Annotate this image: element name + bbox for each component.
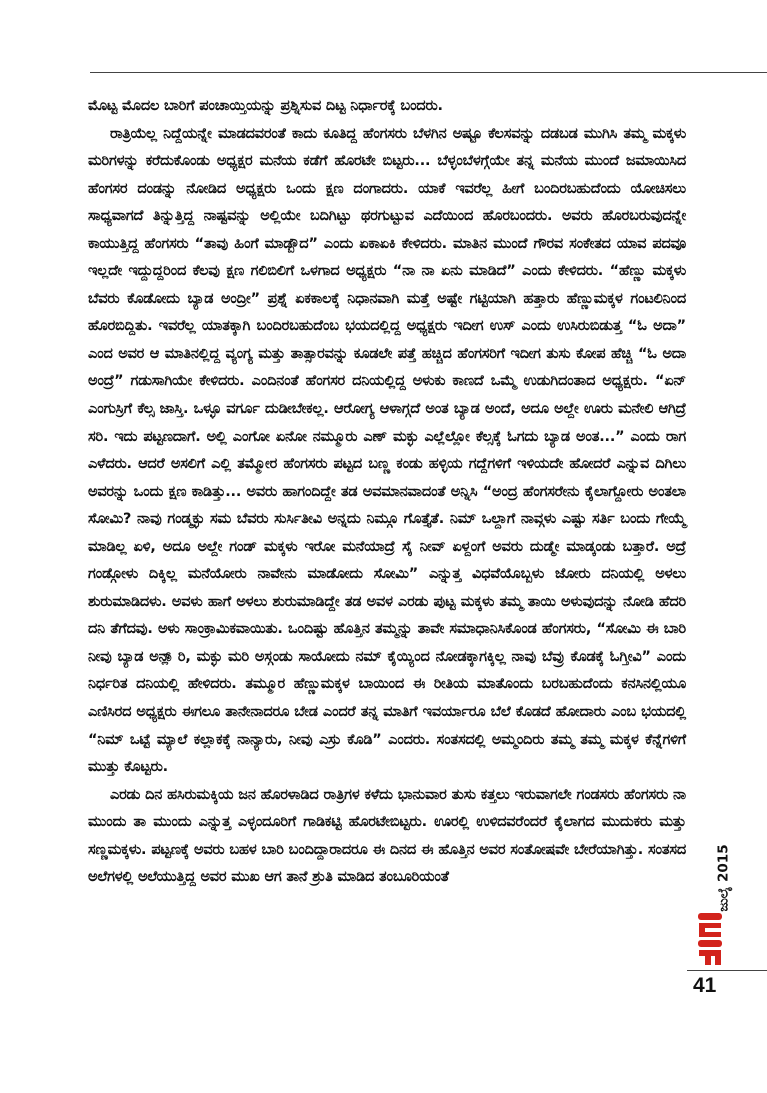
paragraph-3: ಎರಡು ದಿನ ಹಸಿರುಮಕ್ಕಿಯ ಜನ ಹೊರಳಾಡಿದ ರಾತ್ರಿಗಳ ಕಳೆದು ಭಾನುವಾರ ತುಸು ಕತ್ತಲು ಇರುವಾಗಲೇ ಗಂಡಸರು ಹೆಂಗಸರು ನಾ ಮುಂದು ತಾ ಮುಂದು ಎನ್ನುತ್ತ ಎಳ್ಳಂದೂರಿಗೆ ಗಾಡಿಕಟ್ಟಿ ಹೊರಟೇಬಿಟ್ಟರು. ಊರಲ್ಲಿ ಉಳಿದವರೆಂದರೆ ಕೈಲಾಗದ ಮುದುಕರು ಮತ್ತು ಸಣ್ಣಮಕ್ಕಳು. ಪಟ್ಟಣಕ್ಕೆ ಅವರು ಬಹಳ ಬಾರಿ ಬಂದಿದ್ದಾರಾದರೂ ಈ ದಿನದ ಈ ಹೊತ್ತಿನ ಅವರ ಸಂತೋಷವೇ ಬೇರೆಯಾಗಿತ್ತು. ಸಂತಸದ ಅಲೆಗಳಲ್ಲಿ ಅಲೆಯುತ್ತಿದ್ದ ಅವರ ಮುಖ ಆಗ ತಾನೆ ಶ್ರುತಿ ಮಾಡಿದ ತಂಬೂರಿಯಂತೆ bbox=[88, 786, 686, 886]
bottom-rule bbox=[687, 970, 767, 971]
magazine-masthead-logo-icon bbox=[695, 911, 725, 967]
page-number: 41 bbox=[693, 974, 717, 997]
article-body bbox=[88, 93, 686, 892]
top-rule bbox=[90, 72, 767, 73]
paragraph-1: ಮೊಟ್ಟ ಮೊದಲ ಬಾರಿಗೆ ಪಂಚಾಯ್ತಿಯನ್ನು ಪ್ರಶ್ನಿಸುವ ದಿಟ್ಟ ನಿರ್ಧಾರಕ್ಕೆ ಬಂದರು. bbox=[88, 98, 443, 114]
paragraph-2: ರಾತ್ರಿಯೆಲ್ಲ ನಿದ್ದೆಯನ್ನೇ ಮಾಡದವರಂತೆ ಕಾದು ಕೂತಿದ್ದ ಹೆಂಗಸರು ಬೆಳಗಿನ ಅಷ್ಟೂ ಕೆಲಸವನ್ನು ದಡಬಡ ಮುಗಿಸಿ ತಮ್ಮ ಮಕ್ಕಳು ಮರಿಗಳನ್ನು ಕರೆದುಕೊಂಡು ಅಧ್ಯಕ್ಷರ ಮನೆಯ ಕಡೆಗೆ ಹೊರಟೇ ಬಿಟ್ಟರು... ಬೆಳ್ಳಂಬೆಳಗ್ಗೆಯೇ ತನ್ನ ಮನೆಯ ಮುಂದೆ ಜಮಾಯಿಸಿದ ಹೆಂಗಸರ ದಂಡನ್ನು ನೋಡಿದ ಅಧ್ಯಕ್ಷರು ಒಂದು ಕ್ಷಣ ದಂಗಾದರು. ಯಾಕೆ ಇವರೆಲ್ಲ ಹೀಗೆ ಬಂದಿರಬಹುದೆಂದು ಯೋಚಿಸಲು ಸಾಧ್ಯವಾಗದೆ ತಿನ್ನುತ್ತಿದ್ದ ನಾಷ್ಟವನ್ನು ಅಲ್ಲಿಯೇ ಬದಿಗಿಟ್ಟು ಥರಗುಟ್ಟುವ ಎದೆಯಿಂದ ಹೊರಬಂದರು. ಅವರು ಹೊರಬರುವುದನ್ನೇ ಕಾಯುತ್ತಿದ್ದ ಹೆಂಗಸರು “ತಾವು ಹಿಂಗೆ ಮಾಡ್ಬೌದ” ಎಂದು ಏಕಾಏಕಿ ಕೇಳಿದರು. ಮಾತಿನ ಮುಂದೆ ಗೌರವ ಸಂಕೇತದ ಯಾವ ಪದವೂ ಇಲ್ಲದೇ ಇದ್ದುದ್ದರಿಂದ ಕೆಲವು ಕ್ಷಣ ಗಲಿಬಿಲಿಗೆ ಒಳಗಾದ ಅಧ್ಯಕ್ಷರು “ನಾ ನಾ ಏನು ಮಾಡಿದೆ” ಎಂದು ಕೇಳಿದರು. “ಹೆಣ್ಣು ಮಕ್ಕಳು ಬೆವರು ಕೊಡೋದು ಬ್ಯಾಡ ಅಂದ್ರೀ” ಪ್ರಶ್ನೆ ಏಕಕಾಲಕ್ಕೆ ನಿಧಾನವಾಗಿ ಮತ್ತೆ ಅಷ್ಟೇ ಗಟ್ಟಿಯಾಗಿ ಹತ್ತಾರು ಹೆಣ್ಣುಮಕ್ಕಳ ಗಂಟಲಿನಿಂದ ಹೊರಬಿದ್ದಿತು. ಇವರೆಲ್ಲ ಯಾತಕ್ಕಾಗಿ ಬಂದಿರಬಹುದೆಂಬ ಭಯದಲ್ಲಿದ್ದ ಅಧ್ಯಕ್ಷರು ಇದೀಗ ಉಸ್ ಎಂದು ಉಸಿರುಬಿಡುತ್ತ “ಓ ಅದಾ” ಎಂದ ಅವರ ಆ ಮಾತಿನಲ್ಲಿದ್ದ ವ್ಯಂಗ್ಯ ಮತ್ತು ತಾತ್ಸಾರವನ್ನು ಕೂಡಲೇ ಪತ್ತೆ ಹಚ್ಚಿದ ಹೆಂಗಸರಿಗೆ ಇದೀಗ ತುಸು ಕೋಪ ಹೆಚ್ಚಿ “ಓ ಅದಾ ಅಂದ್ರೆ” ಗಡುಸಾಗಿಯೇ ಕೇಳಿದರು. ಎಂದಿನಂತೆ ಹೆಂಗಸರ ದನಿಯಲ್ಲಿದ್ದ ಅಳುಕು ಕಾಣದೆ ಒಮ್ಮೆ ಉಡುಗಿದಂತಾದ ಅಧ್ಯಕ್ಷರು. “ಏನ್ ಎಂಗುಸ್ರಿಗೆ ಕೆಲ್ಸ ಜಾಸ್ತಿ. ಒಳ್ಳೂ ವರ್ಗೂ ದುಡೀಬೇಕಲ್ಲ. ಆರೋಗ್ಯ ಆಳಾಗ್ಗದೆ ಅಂತ ಬ್ಯಾಡ ಅಂದೆ, ಅದೂ ಅಲ್ದೇ ಊರು ಮನೇಲಿ ಆಗಿದ್ರೆ ಸರಿ. ಇದು ಪಟ್ಟಣದಾಗೆ. ಅಲ್ಲಿ ಎಂಗೋ ಏನೋ ನಮ್ಮೂರು ಎಣ್ ಮಕ್ಳು ಎಲ್ಲೆಲ್ಲೋ ಕೆಲ್ಸಕ್ಕೆ ಓಗದು ಬ್ಯಾಡ ಅಂತ...” ಎಂದು ರಾಗ ಎಳೆದರು. ಆದರೆ ಅಸಲಿಗೆ ಎಲ್ಲಿ ತಮ್ಮೋರ ಹೆಂಗಸರು ಪಟ್ಟದ ಬಣ್ಣ ಕಂಡು ಹಳ್ಳಿಯ ಗದ್ದೆಗಳಿಗೆ ಇಳಿಯದೇ ಹೋದರೆ ಎನ್ನುವ ದಿಗಿಲು ಅವರನ್ನು ಒಂದು ಕ್ಷಣ ಕಾಡಿತ್ತು... ಅವರು ಹಾಗಂದಿದ್ದೇ ತಡ ಅವಮಾನವಾದಂತೆ ಅನ್ನಿಸಿ “ಅಂದ್ರ ಹೆಂಗಸರೇನು ಕೈಲಾಗ್ದೋರು ಅಂತಲಾ ಸೋಮಿ? ನಾವು ಗಂಡ್ಮಕ್ಳು ಸಮ ಬೆವರು ಸುರ್ಸಿತೀವಿ ಅನ್ನದು ನಿಮ್ಗೂ ಗೊತ್ತೈತೆ. ನಿಮ್ ಒಲ್ದಾಗೆ ನಾವ್ಗಳು ಎಷ್ಟು ಸರ್ತಿ ಬಂದು ಗೇಯ್ಮೆ ಮಾಡಿಲ್ಲ ಏಳಿ, ಅದೂ ಅಲ್ದೇ ಗಂಡ್ ಮಕ್ಕಳು ಇರೋ ಮನೆಯಾದ್ರೆ ಸೈ ನೀವ್ ಏಳ್ದಂಗೆ ಅವರು ದುಡ್ಮೇ ಮಾಡ್ಕಂಡು ಬತ್ತಾರೆ. ಅದ್ರೆ ಗಂಡ್ಗೋಳು ದಿಕ್ಕಿಲ್ಲ ಮನೆಯೋರು ನಾವೇನು ಮಾಡೋದು ಸೋಮಿ” ಎನ್ನುತ್ತ ವಿಧವೆಯೊಬ್ಬಳು ಜೋರು ದನಿಯಲ್ಲಿ ಅಳಲು ಶುರುಮಾಡಿದಳು. ಅವಳು ಹಾಗೆ ಅಳಲು ಶುರುಮಾಡಿದ್ದೇ ತಡ ಅವಳ ಎರಡು ಪುಟ್ಟ ಮಕ್ಕಳು ತಮ್ಮ ತಾಯಿ ಅಳುವುದನ್ನು ನೋಡಿ ಹೆದರಿ ದನಿ ತೆಗೆದವು. ಅಳು ಸಾಂಕ್ರಾಮಿಕವಾಯಿತು. ಒಂದಿಷ್ಟು ಹೊತ್ತಿನ ತಮ್ಮನ್ನು ತಾವೇ ಸಮಾಧಾನಿಸಿಕೊಂಡ ಹೆಂಗಸರು, “ಸೋಮಿ ಈ ಬಾರಿ ನೀವು ಬ್ಯಾಡ ಅನ್ಲಾ್ರಿ, ಮಕ್ಳು ಮರಿ ಅಸ್ಗಂಡು ಸಾಯೋದು ನಮ್ ಕೈಯ್ಯಿಂದ ನೋಡಕ್ಕಾಗಕ್ಕಿಲ್ಲ ನಾವು ಬೆವ್ರು ಕೊಡಕ್ಕೆ ಓಗ್ತೀವಿ” ಎಂದು ನಿರ್ಧರಿತ ದನಿಯಲ್ಲಿ ಹೇಳಿದರು. ತಮ್ಮೂರ ಹೆಣ್ಣುಮಕ್ಕಳ ಬಾಯಿಂದ ಈ ರೀತಿಯ ಮಾತೊಂದು ಬರಬಹುದೆಂದು ಕನಸಿನಲ್ಲಿಯೂ ಎಣಿಸಿರದ ಅಧ್ಯಕ್ಷರು ಈಗಲೂ ತಾನೇನಾದರೂ ಬೇಡ ಎಂದರೆ ತನ್ನ ಮಾತಿಗೆ ಇವರ್ಯಾರೂ ಬೆಲೆ ಕೊಡದೆ ಹೋದಾರು ಎಂಬ ಭಯದಲ್ಲಿ “ನಿಮ್ ಒಟ್ಟೆ ಮ್ಯಾಲೆ ಕಲ್ಲಾಕಕ್ಕೆ ನಾನ್ಯಾರು, ನೀವು ಎಸ್ರು ಕೊಡಿ” ಎಂದರು. ಸಂತಸದಲ್ಲಿ ಅಮ್ಮಂದಿರು ತಮ್ಮ ತಮ್ಮ ಮಕ್ಕಳ ಕೆನ್ನೆಗಳಿಗೆ ಮುತ್ತು ಕೊಟ್ಟರು. bbox=[88, 125, 686, 776]
issue-date: ಜುಲೈ 2015 bbox=[715, 844, 732, 912]
